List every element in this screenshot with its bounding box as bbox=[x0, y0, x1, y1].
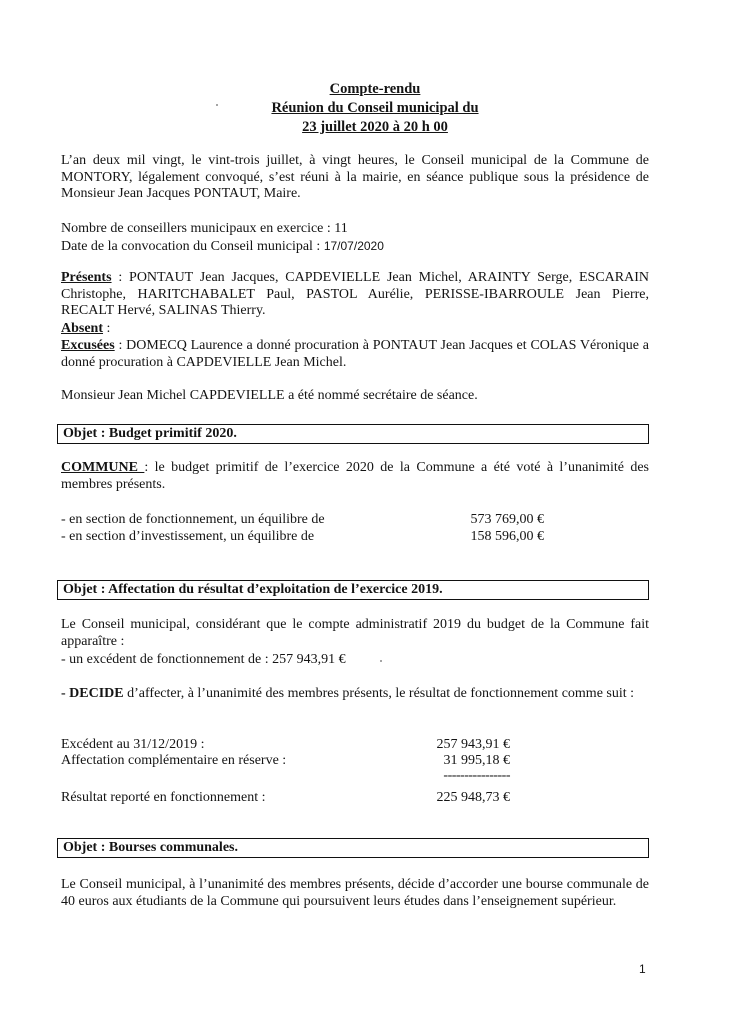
presents-paragraph bbox=[61, 270, 649, 320]
affectation-row-amount: 257 943,91 € bbox=[436, 737, 510, 752]
section-bourses-title: Objet : Bourses communales. bbox=[57, 838, 649, 858]
commune-label: COMMUNE bbox=[61, 460, 145, 475]
absent-text: : bbox=[103, 321, 111, 336]
convocation-label: Date de la convocation du Conseil municipal : bbox=[61, 239, 324, 254]
secretaire-line: Monsieur Jean Michel CAPDEVIELLE a été nommé secrétaire de séance. bbox=[61, 388, 478, 403]
decide-label: - DECIDE bbox=[61, 686, 124, 701]
scan-speck bbox=[380, 660, 382, 662]
budget-row-label: - en section d’investissement, un équilibre de bbox=[61, 529, 315, 544]
page-number: 1 bbox=[639, 962, 646, 976]
bourses-paragraph: Le Conseil municipal, à l’unanimité des membres présents, décide d’accorder une bourse communale de 40 euros aux étudiants de la Commune qui poursuivent leurs études dans l’enseignement supérieur. bbox=[61, 877, 649, 909]
document-header bbox=[0, 80, 750, 137]
budget-row-amount: 158 596,00 € bbox=[470, 529, 544, 544]
convocation-date: 17/07/2020 bbox=[323, 239, 384, 253]
header-date: 23 juillet 2020 à 20 h 00 bbox=[302, 119, 448, 135]
scan-speck bbox=[216, 104, 218, 106]
absent-label: Absent bbox=[61, 321, 104, 336]
budget-row-amount: 573 769,00 € bbox=[470, 512, 544, 527]
convocation-line bbox=[61, 238, 384, 256]
excedent-line: - un excédent de fonctionnement de : 257 943,91 € bbox=[61, 652, 346, 667]
intro-paragraph: L’an deux mil vingt, le vint-trois juillet, à vingt heures, le Conseil municipal de la Commune de MONTORY, légalement convoqué, s’est réuni à la mairie, en séance publique sous la présidence de Monsieur Jean Jacques PONTAUT, Maire. bbox=[61, 153, 649, 201]
result-label: Résultat reporté en fonctionnement : bbox=[61, 790, 266, 805]
absent-line bbox=[61, 321, 110, 338]
decide-paragraph bbox=[61, 686, 649, 703]
commune-text: : le budget primitif de l’exercice 2020 de la Commune a été voté à l’unanimité des membres présents. bbox=[61, 460, 649, 492]
header-subtitle: Réunion du Conseil municipal du bbox=[271, 100, 479, 116]
affectation-row-label: Excédent au 31/12/2019 : bbox=[61, 737, 205, 752]
presents-label: Présents bbox=[61, 270, 112, 285]
decide-text: d’affecter, à l’unanimité des membres présents, le résultat de fonctionnement comme suit : bbox=[123, 686, 635, 701]
section-affectation-title: Objet : Affectation du résultat d’exploitation de l’exercice 2019. bbox=[57, 580, 649, 600]
budget-row-label: - en section de fonctionnement, un équilibre de bbox=[61, 512, 325, 527]
excusees-label: Excusées bbox=[61, 338, 115, 353]
conseillers-count: Nombre de conseillers municipaux en exercice : 11 bbox=[61, 221, 348, 236]
presents-text: : PONTAUT Jean Jacques, CAPDEVIELLE Jean Michel, ARAINTY Serge, ESCARAIN Christophe, HARITCHABALET Paul, PASTOL Aurélie, PERISSE-IBARROULE Jean Pierre, RECALT Hervé, SALINAS Thierry. bbox=[61, 270, 649, 318]
excusees-text: : DOMECQ Laurence a donné procuration à PONTAUT Jean Jacques et COLAS Véronique a donné procuration à CAPDEVIELLE Jean Michel. bbox=[61, 338, 649, 370]
result-amount: 225 948,73 € bbox=[436, 790, 510, 805]
excusees-paragraph bbox=[61, 338, 649, 371]
affectation-row-label: Affectation complémentaire en réserve : bbox=[61, 753, 287, 768]
commune-paragraph bbox=[61, 460, 649, 493]
section-budget-title: Objet : Budget primitif 2020. bbox=[57, 424, 649, 444]
result-separator: ---------------- bbox=[443, 768, 510, 783]
affectation-paragraph: Le Conseil municipal, considérant que le compte administratif 2019 du budget de la Commune fait apparaître : bbox=[61, 617, 649, 649]
header-title: Compte-rendu bbox=[329, 81, 421, 97]
affectation-row-amount: 31 995,18 € bbox=[443, 753, 510, 768]
